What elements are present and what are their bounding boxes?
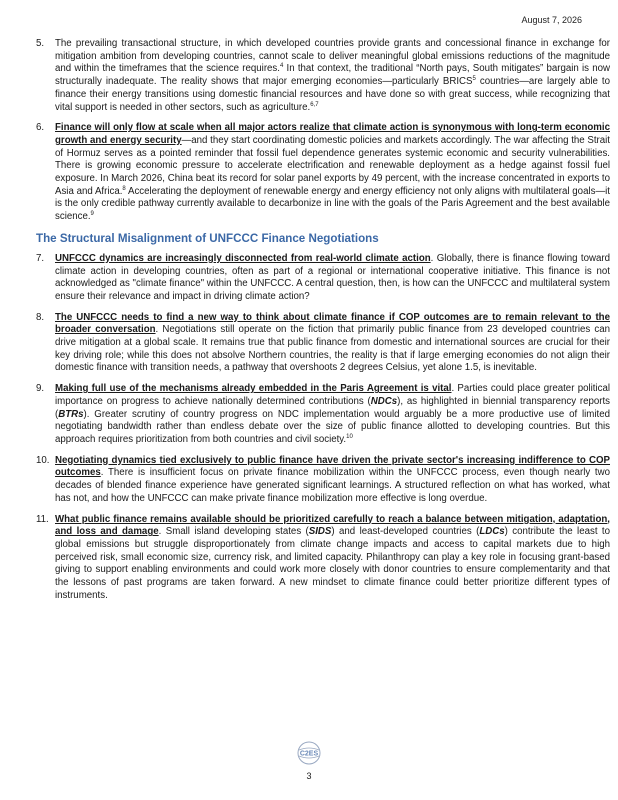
section-heading: The Structural Misalignment of UNFCCC Finance Negotiations (36, 231, 379, 245)
footnote-ref[interactable]: 4 (279, 63, 284, 70)
footnote-ref[interactable]: 8 (122, 185, 126, 192)
footnote-ref[interactable]: 5 (472, 75, 476, 82)
item-body: Finance will only flow at scale when all major actors realize that climate action is synonymous with long-term economic growth and energy security—and they start coordinating domestic policies and markets accordingly. The war affecting the Strait of Hormuz serves as a pointed reminder that fossil fuel dependence generates systemic economic and security vulnerabilities. There is growing economic pressure to accelerate electrification and renewable deployment as a hedge against fossil fuel exposure. In March 2026, China beat its record for solar panel exports by 49 percent, with the increase concentrated in exports to Asia and Africa.$^8$ Accelerating the deployment of renewable energy and energy efficiency not only aligns with multilateral goals—it is the only credible pathway currently available to decarbonize in line with the goals of the Paris Agreement and the best available science.$^9$ (55, 122, 610, 223)
list-item (36, 312, 610, 376)
item-number: 9. (36, 383, 45, 395)
item-body: Negotiating dynamics tied exclusively to public finance have driven the private sector's increasing indifference to COP outcomes. There is insufficient focus on private finance mobilization within the UNFCCC process, even though nearly two decades of blended finance experience have generated significant learnings. A structured reflection on what has worked, what has not, and how the UNFCCC can make private finance mobilization more effective is long overdue. (55, 454, 610, 504)
logo-text: C2ES (299, 750, 319, 758)
list-item (36, 455, 610, 506)
list-item (36, 253, 610, 304)
list-item (36, 514, 610, 603)
item-body: The UNFCCC needs to find a new way to think about climate finance if COP outcomes are to remain relevant to the broader conversation. Negotiations still operate on the fiction that primarily public finance from 23 developed countries can drive mitigation at a global scale. It remains true that public finance from domestic and international sources are crucial for their key driving role; while this does not absolve Northern countries, the reality is that if large emerging economies do not align their domestic finance with transition needs, a pathway that overshoots 2 degrees Celsius, yet alone 1.5, is inevitable. (55, 311, 610, 374)
footnote-ref[interactable]: 10 (346, 433, 353, 440)
header-date: August 7, 2026 (521, 15, 582, 25)
item-number: 5. (36, 38, 45, 49)
list-item (36, 383, 610, 447)
item-number: 6. (36, 122, 45, 134)
item-body: Making full use of the mechanisms already embedded in the Paris Agreement is vital. Parties could place greater political importance on progress to achieve nationally determined contributions (NDCs), as highlighted in biennial transparency reports (BTRs). Greater scrutiny of country progress on NDC implementation would arguably be a more productive use of limited negotiating bandwidth rather than endless debate over the size of public finance allotted to developing countries. But this approach requires prioritization from both countries and civil society.$^{10}$ (55, 383, 611, 445)
page-number: 3 (306, 771, 312, 781)
list-item (36, 122, 610, 224)
item-lead: The UNFCCC needs to find a new way to think about climate finance if COP outcomes are to remain relevant to the broader conversation (55, 311, 610, 336)
item-body: UNFCCC dynamics are increasingly disconnected from real-world climate action. Globally, there is finance flowing toward climate action in developing countries, often as part of a regional or international cooperative initiative. This finance is not acknowledged as "climate finance" within the UNFCCC. A central question, then, is how can the UNFCCC and multilateral system ensure their relevance and impact in driving climate action? (55, 252, 611, 302)
acronym: SIDS (308, 526, 332, 538)
item-number: 10. (36, 454, 50, 466)
item-lead: Making full use of the mechanisms already embedded in the Paris Agreement is vital (55, 383, 452, 395)
item-body: What public finance remains available should be prioritized carefully to reach a balance between mitigation, adaptation, and loss and damage. Small island developing states (SIDS) and least-developed countries (LDCs) contribute the least to global emissions but struggle disproportionately from climate change impacts and access to capital markets due to high perceived risk, small economic size, currency risk, and limited capacity. Philanthropy can play a key role in focusing grant-based giving to support enabling environments and could work more closely with donor countries to ensure complementarity and that the lessons of past programs are taken forward. A new mindset to climate finance could better prioritize different types of instruments. (55, 513, 610, 601)
acronym: LDCs (479, 526, 505, 538)
item-lead: What public finance remains available should be prioritized carefully to reach a balance between mitigation, adaptation, and loss and damage (55, 513, 610, 538)
item-number: 8. (36, 311, 45, 323)
item-lead: UNFCCC dynamics are increasingly disconnected from real-world climate action (55, 252, 431, 264)
list-item (36, 38, 610, 114)
item-body: The prevailing transactional structure, in which developed countries provide grants and concessional finance in exchange for mitigation ambition from developing countries, cannot scale to deliver meaningful global emissions reductions of the magnitude and within the timeframes that the science requires.$^4$ In that context, the traditional “North pays, South mitigates” bargain is now structurally inadequate. The reality shows that major emerging economies—particularly BRICS$^5$ countries—are largely able to finance their energy transitions using domestic financial resources and have done so with great success, while recognizing that vital support is needed in other sectors, such as agriculture.$^{6,7}$ (55, 38, 610, 113)
item-number: 7. (36, 252, 45, 264)
c2es-logo-icon (296, 741, 322, 765)
item-lead: Negotiating dynamics tied exclusively to public finance have driven the private sector's increasing indifference to COP outcomes (55, 454, 610, 479)
acronym: NDCs (370, 395, 398, 407)
item-number: 11. (36, 513, 49, 525)
footnote-ref[interactable]: 6,7 (310, 101, 319, 108)
footnote-ref[interactable]: 9 (90, 210, 94, 217)
item-lead: Finance will only flow at scale when all major actors realize that climate action is synonymous with long-term economic growth and energy security (55, 122, 610, 146)
acronym: BTRs (58, 408, 84, 420)
page-content (36, 38, 610, 610)
